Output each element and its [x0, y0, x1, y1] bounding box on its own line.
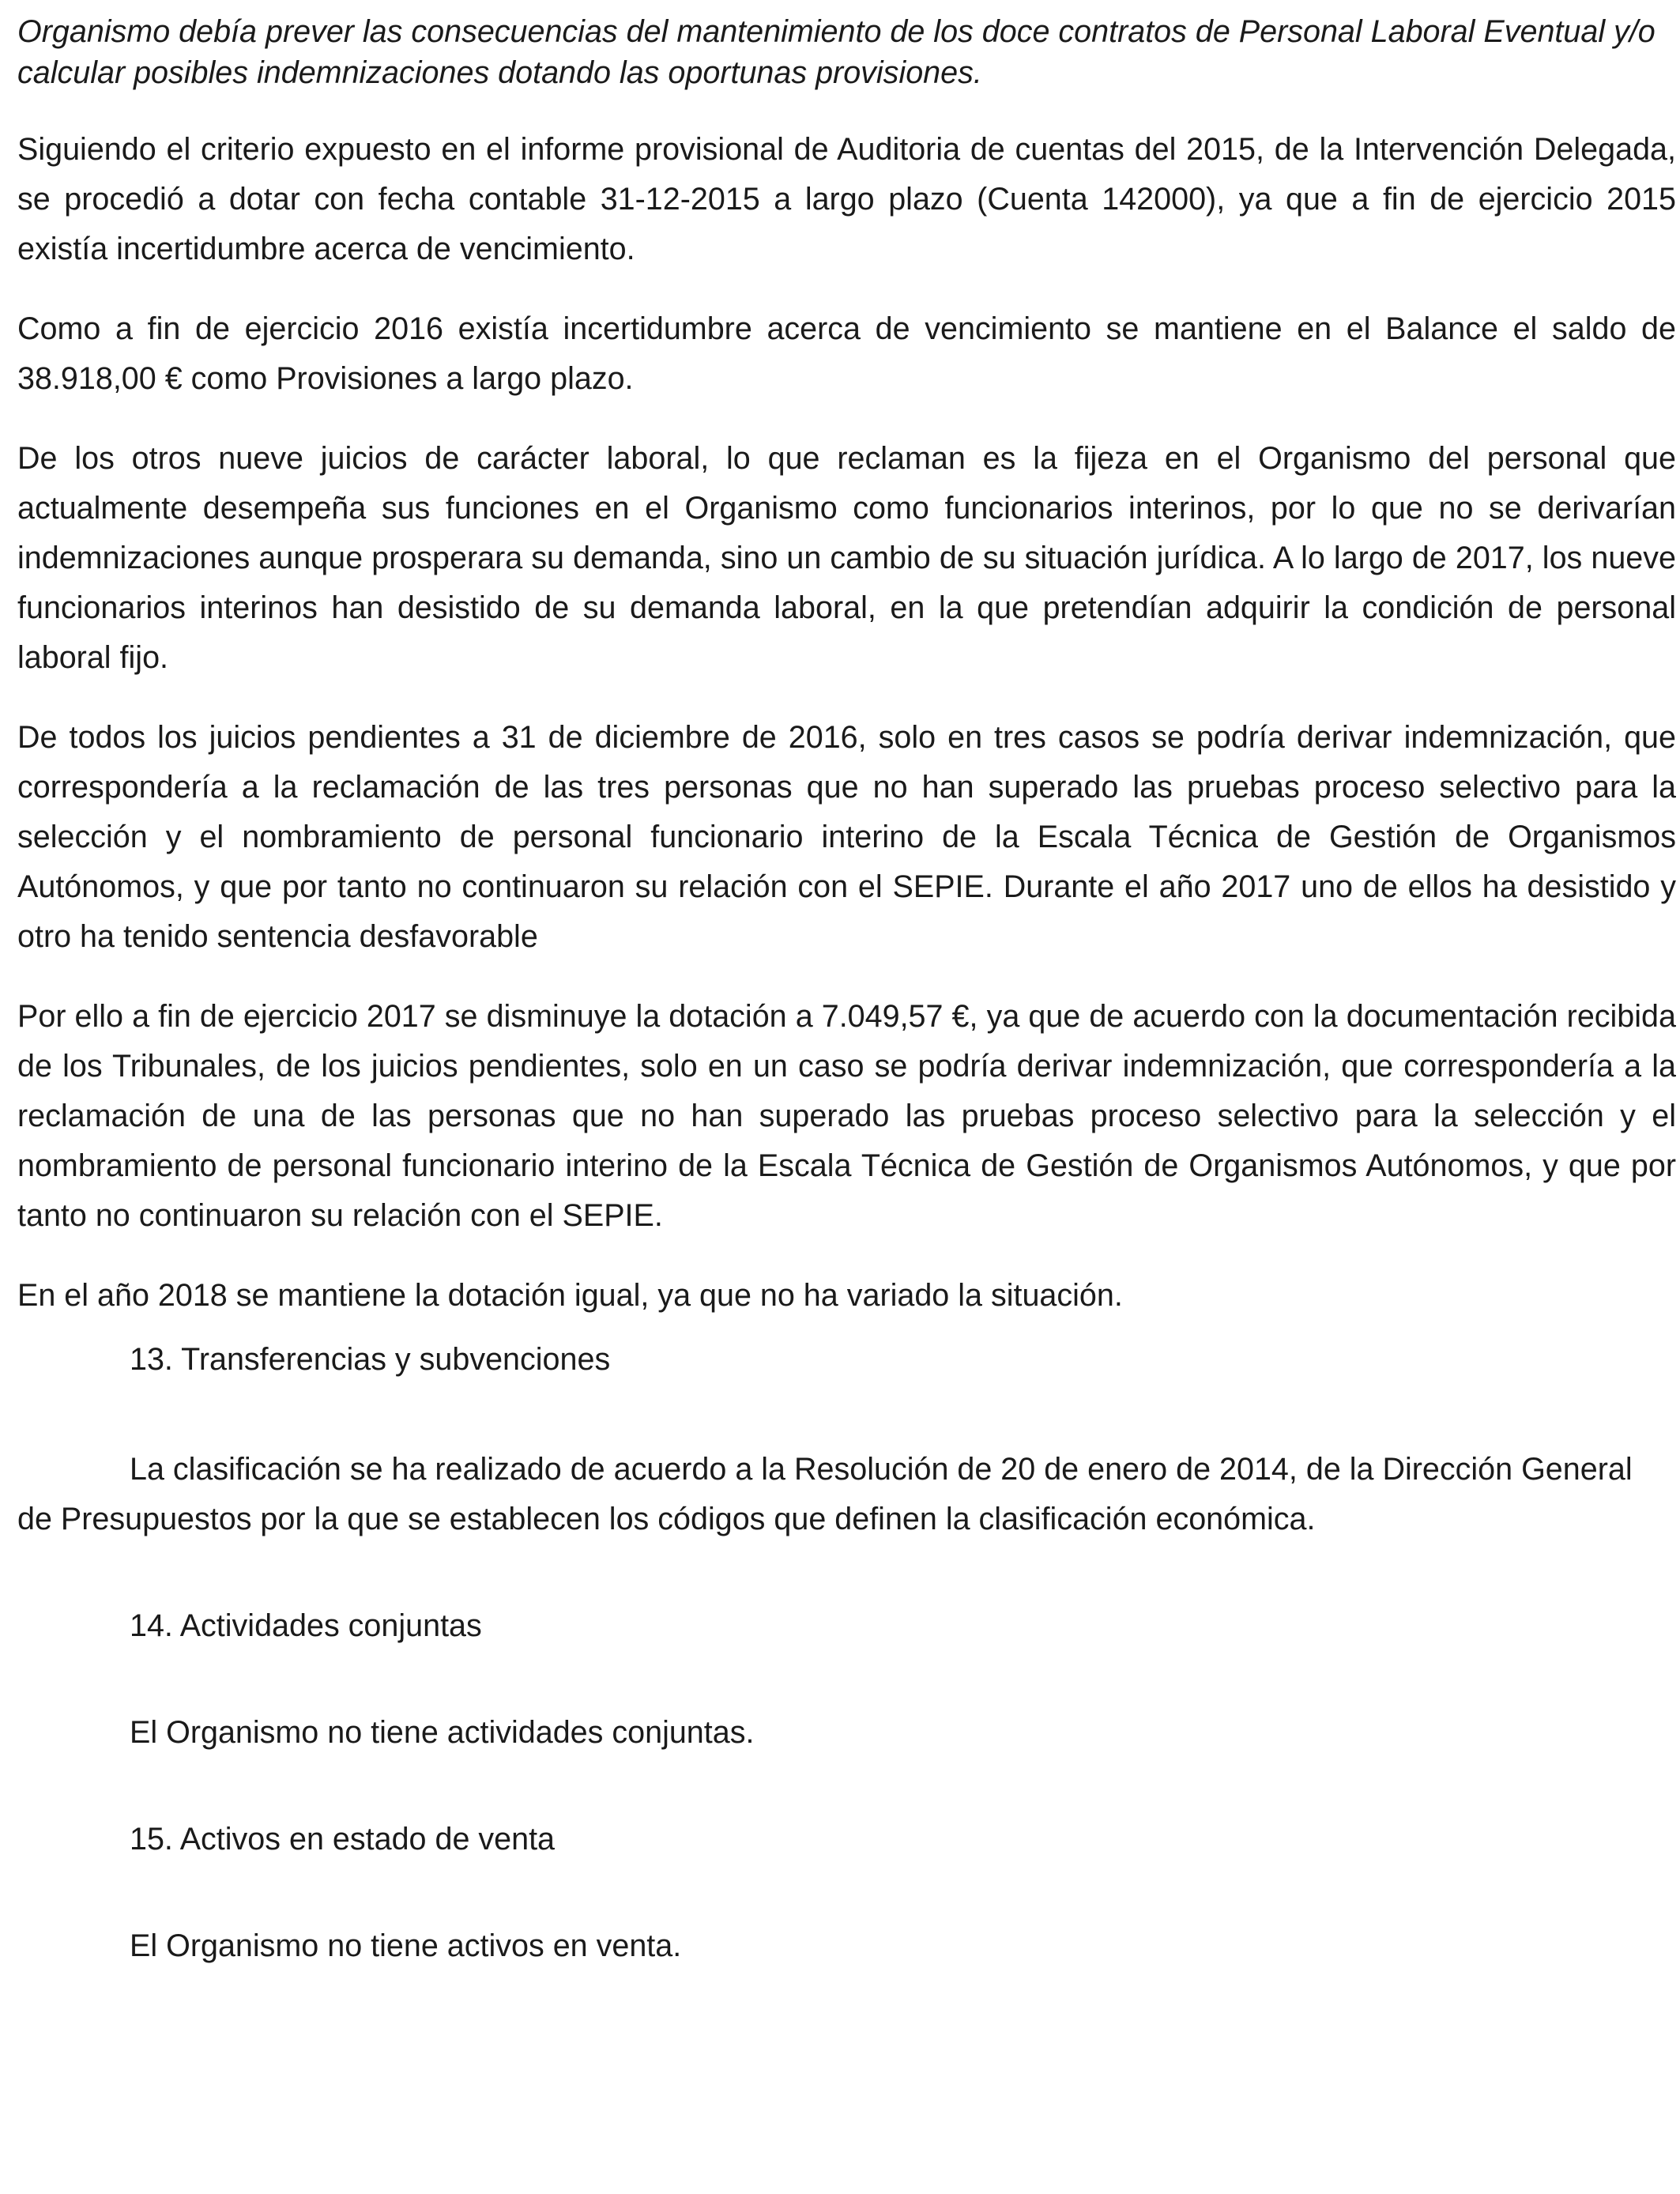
intro-italic-text: Organismo debía prever las consecuencias del mantenimiento de los doce contratos de Personal Laboral Eventual y/o calcular posibles indemnizaciones dotando las oportunas provisiones.: [17, 14, 1656, 90]
section-14-body: El Organismo no tiene actividades conjuntas.: [130, 1715, 755, 1750]
document-page: [17, 11, 1680, 1971]
section-15-title: 15. Activos en estado de venta: [130, 1822, 556, 1857]
paragraph-provision-2015: Siguiendo el criterio expuesto en el informe provisional de Auditoria de cuentas del 2015, de la Intervención Delegada, se procedió a dotar con fecha contable 31-12-2015 a largo plazo (Cuenta 142000), ya que a fin de ejercicio 2015 existía incertidumbre acerca de vencimiento.: [17, 132, 1676, 266]
section-14-title: 14. Actividades conjuntas: [130, 1608, 482, 1643]
section-15-body: El Organismo no tiene activos en venta.: [130, 1928, 682, 1963]
paragraph-pending-lawsuits: De todos los juicios pendientes a 31 de diciembre de 2016, solo en tres casos se podría derivar indemnización, que correspondería a la reclamación de las tres personas que no han superado las pruebas proceso selectivo para la selección y el nombramiento de personal funcionario interino de la Escala Técnica de Gestión de Organismos Autónomos, y que por tanto no continuaron su relación con el SEPIE. Durante el año 2017 uno de ellos ha desistido y otro ha tenido sentencia desfavorable: [17, 720, 1676, 954]
paragraph-nine-lawsuits: De los otros nueve juicios de carácter laboral, lo que reclaman es la fijeza en el Organismo del personal que actualmente desempeña sus funciones en el Organismo como funcionarios interinos, por lo que no se derivarían indemnizaciones aunque prosperara su demanda, sino un cambio de su situación jurídica. A lo largo de 2017, los nueve funcionarios interinos han desistido de su demanda laboral, en la que pretendían adquirir la condición de personal laboral fijo.: [17, 441, 1676, 675]
section-13-title: 13. Transferencias y subvenciones: [130, 1342, 611, 1377]
paragraph-provision-2017: Por ello a fin de ejercicio 2017 se disminuye la dotación a 7.049,57 €, ya que de acuerdo con la documentación recibida de los Tribunales, de los juicios pendientes, solo en un caso se podría derivar indemnización, que correspondería a la reclamación de una de las personas que no han superado las pruebas proceso selectivo para la selección y el nombramiento de personal funcionario interino de la Escala Técnica de Gestión de Organismos Autónomos, y que por tanto no continuaron su relación con el SEPIE.: [17, 999, 1676, 1233]
paragraph-balance-2016: Como a fin de ejercicio 2016 existía incertidumbre acerca de vencimiento se mantiene en el Balance el saldo de 38.918,00 € como Provisiones a largo plazo.: [17, 311, 1676, 396]
paragraph-2018: En el año 2018 se mantiene la dotación igual, ya que no ha variado la situación.: [17, 1278, 1123, 1313]
section-13-body: La clasificación se ha realizado de acuerdo a la Resolución de 20 de enero de 2014, de la Dirección General de Presupuestos por la que se establecen los códigos que definen la clasificación económica.: [17, 1452, 1633, 1536]
